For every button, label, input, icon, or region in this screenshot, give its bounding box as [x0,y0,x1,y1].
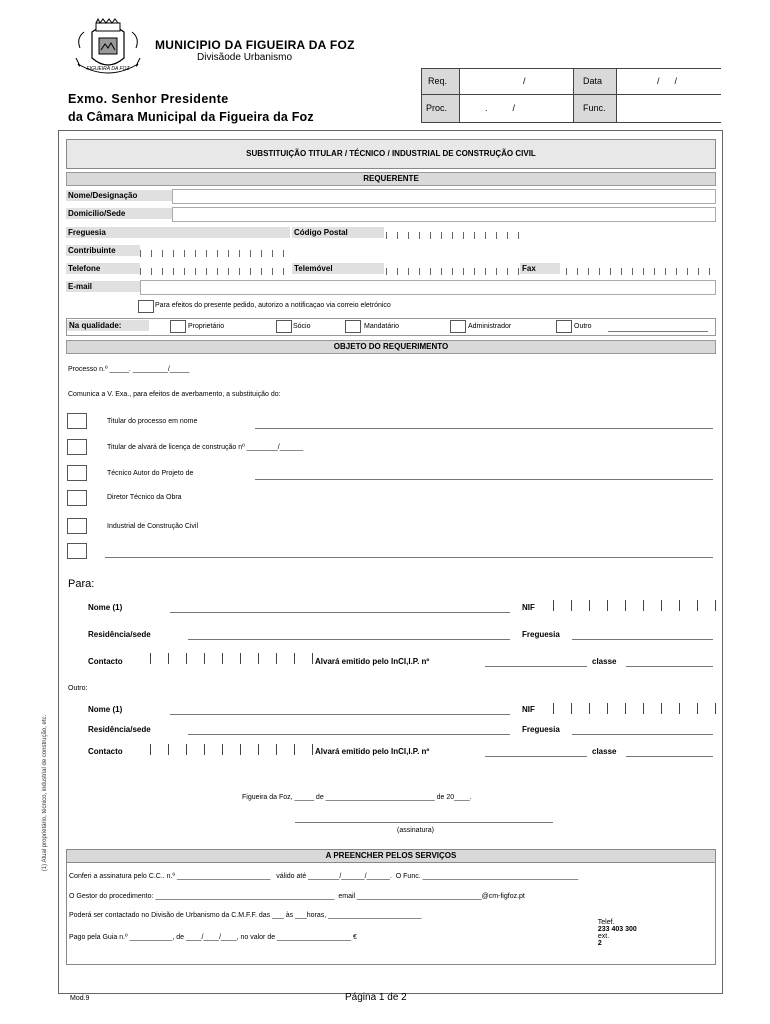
qualidade-label: Na qualidade: [67,320,149,331]
other-checkbox[interactable] [67,543,87,559]
outro-contacto-label: Contacto [88,747,123,756]
freguesia-label: Freguesia [66,227,290,238]
para-contacto-label: Contacto [88,657,123,666]
outro-checkbox[interactable] [556,320,572,333]
administrador-label: Administrador [468,323,512,330]
codigo-postal-input[interactable] [386,232,529,239]
outro-residencia-label: Residência/sede [88,725,151,734]
telef-number: 233 403 300 [597,926,637,933]
division-name: Divisãode Urbanismo [197,52,293,63]
outro-classe-input[interactable] [626,756,713,757]
socio-label: Sócio [293,323,311,330]
proprietario-label: Proprietário [188,323,225,330]
para-freguesia-input[interactable] [572,639,713,640]
requerente-title: REQUERENTE [363,174,419,183]
req-label: Req. [428,76,448,86]
telef-ext: ext. [597,933,610,940]
domicilio-label: Domicilio/Sede [66,208,172,219]
para-alvara-label: Alvará emitido pelo InCI,I.P. nº [315,657,430,666]
nome-input[interactable] [172,189,716,204]
outro-label: Outro [574,323,592,330]
func-label: Func. [583,103,606,113]
servicos-line1: Conferi a assinatura pelo C.C.. n.º ________________________ válido até ________/______/______. O Func. ________________________________________ [69,873,579,880]
domicilio-input[interactable] [172,207,716,222]
servicos-line3: Poderá ser contactado no Divisão de Urbanismo da C.M.F.F. das ___ às ___horas, ________________________ [69,912,422,919]
titular-alvara-checkbox[interactable] [67,439,87,455]
titular-processo-checkbox[interactable] [67,413,87,429]
other-input[interactable] [105,557,713,558]
outro-nif-label: NIF [522,705,535,714]
fax-label: Fax [520,263,560,274]
outro-nome-input[interactable] [170,714,510,715]
municipal-crest [72,18,144,80]
outro-contacto-input[interactable] [150,744,313,755]
registration-box [421,68,723,124]
proc-value[interactable]: . / [485,103,516,113]
contribuinte-label: Contribuinte [66,245,140,256]
outro-freguesia-label: Freguesia [522,725,560,734]
socio-checkbox[interactable] [276,320,292,333]
outro-classe-label: classe [592,747,617,756]
processo-line[interactable]: Processo n.º _____. _________/_____ [68,366,190,373]
fax-input[interactable] [566,268,720,275]
contribuinte-input[interactable] [140,250,294,257]
nome-label: Nome/Designação [66,190,172,201]
form-title: SUBSTITUIÇÃO TITULAR / TÉCNICO / INDUSTRIAL DE CONSTRUÇÃO CIVIL [246,149,536,158]
servicos-title: A PREENCHER PELOS SERVIÇOS [325,851,457,860]
model-number: Mod.9 [70,995,90,1002]
tecnico-autor-checkbox[interactable] [67,465,87,481]
para-contacto-input[interactable] [150,653,313,664]
servicos-line2: O Gestor do procedimento: ______________________________________________ email ________________________________@cm-figfoz.pt [69,893,525,900]
side-note: (1) Atual proprietário, técnico, industrial de construção, etc. [42,714,48,872]
signature-line[interactable] [295,822,553,823]
objeto-header [66,340,716,354]
industrial-label: Industrial de Construção Civil [107,523,199,530]
administrador-checkbox[interactable] [450,320,466,333]
outro-residencia-input[interactable] [188,734,510,735]
telemovel-label: Telemóvel [292,263,384,274]
comunica-text: Comunica a V. Exa., para efeitos de averbamento, a substituição do: [68,391,281,398]
para-classe-input[interactable] [626,666,713,667]
servicos-header [66,849,716,863]
para-nome-label: Nome (1) [88,603,123,612]
req-value[interactable]: / [523,76,526,86]
place-date-line[interactable]: Figueira da Foz, _____ de ____________________________ de 20____. [242,794,472,801]
tecnico-autor-label: Técnico Autor do Projeto de [107,470,194,477]
telefone-label: Telefone [66,263,140,274]
email-input[interactable] [140,280,716,295]
industrial-checkbox[interactable] [67,518,87,534]
page-number: Página 1 de 2 [345,992,407,1003]
outro-nome-label: Nome (1) [88,705,123,714]
email-consent-text: Para efeitos do presente pedido, autorizo a notificaçao via correio eletrónico [155,302,391,309]
titular-processo-label: Titular do processo em nome [107,418,198,425]
telemovel-input[interactable] [386,268,529,275]
telef-label: Telef. [597,919,615,926]
outro-alvara-label: Alvará emitido pelo InCI,I.P. nº [315,747,430,756]
diretor-tecnico-checkbox[interactable] [67,490,87,506]
para-nif-label: NIF [522,603,535,612]
proc-label: Proc. [426,103,448,113]
form-title-bar [66,139,716,169]
outro-section-label: Outro: [68,685,88,692]
telefone-input[interactable] [140,268,294,275]
signature-caption: (assinatura) [397,827,434,834]
para-nome-input[interactable] [170,612,510,613]
telef-ext-number: 2 [597,940,602,947]
crest-motto: FIGUEIRA DA FOZ [86,66,130,72]
email-consent-checkbox[interactable] [138,300,154,313]
data-label: Data [583,76,603,86]
servicos-box [66,849,716,965]
para-label: Para: [68,578,95,590]
mandatario-label: Mandatário [364,323,400,330]
titular-alvara-label: Titular de alvará de licença de construção nº ________/______ [107,444,304,451]
para-residencia-label: Residência/sede [88,630,151,639]
codigo-postal-label: Código Postal [292,227,384,238]
proprietario-checkbox[interactable] [170,320,186,333]
email-label: E-mail [66,281,140,292]
para-alvara-input[interactable] [485,666,587,667]
addressee-line1: Exmo. Senhor Presidente [68,92,229,106]
servicos-line4: Pago pela Guia n.º ___________, de ____/____/____, no valor de ___________________ € [69,934,357,941]
requerente-header [66,172,716,186]
addressee-line2: da Câmara Municipal da Figueira da Foz [68,110,314,124]
servicos-telef [594,912,637,947]
objeto-title: OBJETO DO REQUERIMENTO [333,342,449,351]
para-classe-label: classe [592,657,617,666]
outro-alvara-input[interactable] [485,756,587,757]
para-residencia-input[interactable] [188,639,510,640]
municipality-name: MUNICIPIO DA FIGUEIRA DA FOZ [155,38,355,52]
outro-freguesia-input[interactable] [572,734,713,735]
para-freguesia-label: Freguesia [522,630,560,639]
diretor-tecnico-label: Diretor Técnico da Obra [107,494,182,501]
mandatario-checkbox[interactable] [345,320,361,333]
data-value[interactable]: / / [657,76,678,86]
outro-nif-input[interactable] [553,703,716,714]
para-nif-input[interactable] [553,600,716,611]
